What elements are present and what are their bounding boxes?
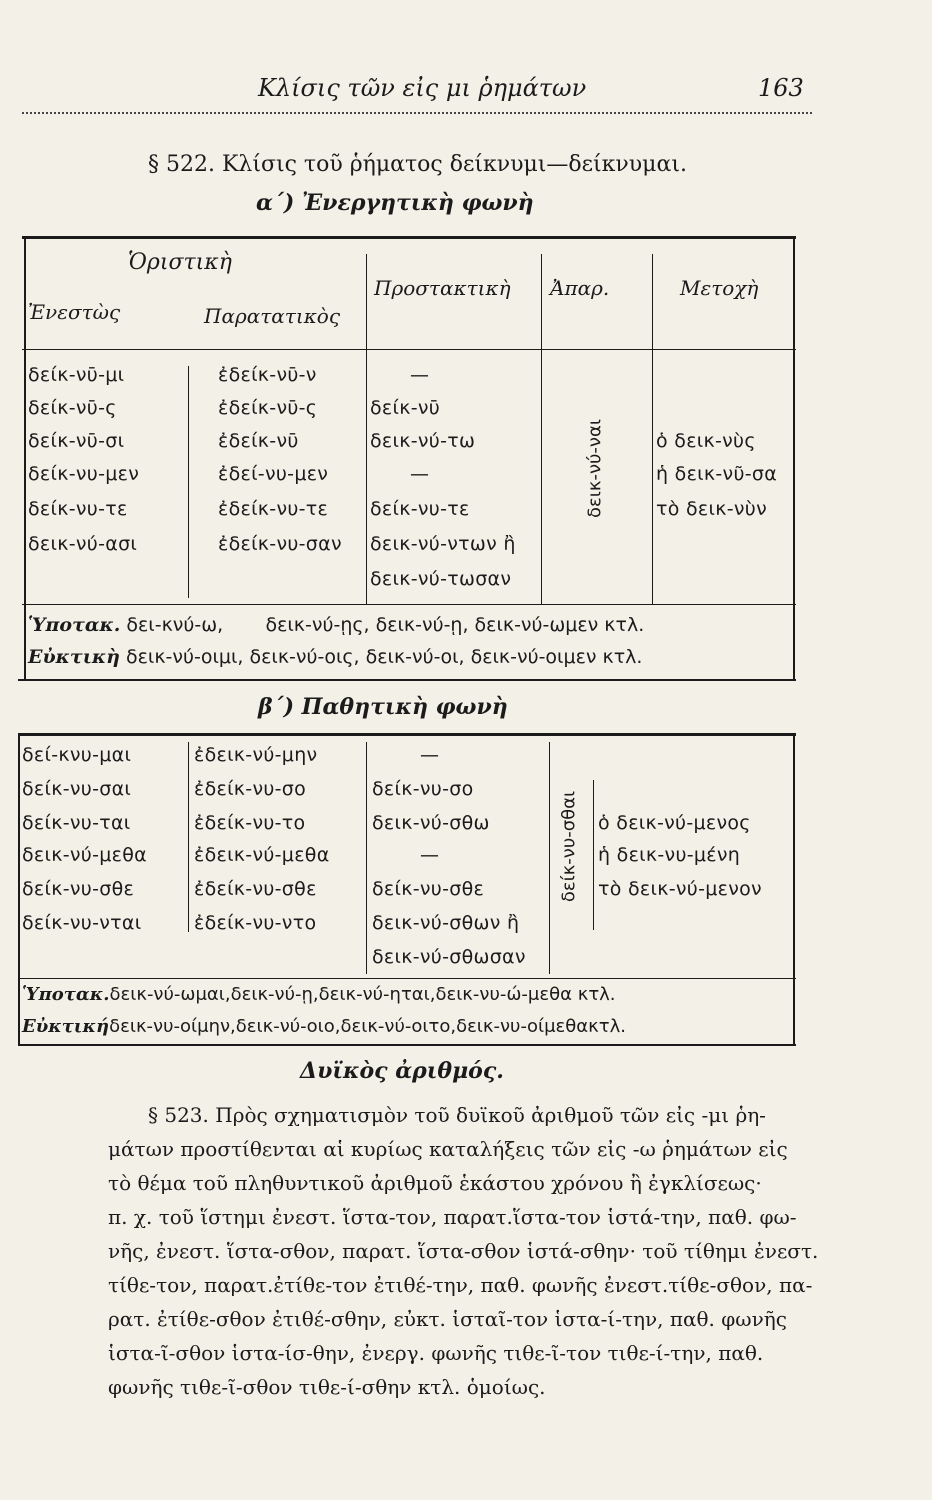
passive-imperative-4: — [420,844,440,866]
passive-present-4: δεικ-νύ-μεθα [22,844,147,866]
paragraph-line-5: νῆς, ἐνεστ. ἵστα-σθον, παρατ. ἵστα-σθον ἱστά-σθην· τοῦ τίθημι ἐνεστ. [108,1239,819,1263]
active-infinitive: δεικ-νύ-ναι [584,419,606,518]
active-participle-1: ὁ δεικ-νὺς [656,430,756,452]
active-subjunctive-row [28,614,644,636]
active-imperative-3: δεικ-νύ-τω [370,430,476,452]
passive-imperfect-5: ἐδείκ-νυ-σθε [194,878,317,900]
active-participle-3: τὸ δεικ-νὺν [656,498,768,520]
passive-subjunctive-forms: δεικ-νύ-ωμαι,δεικ-νύ-ῃ,δεικ-νύ-ηται,δεικ-νυ-ώ-μεθα κτλ. [109,984,616,1005]
active-imperative-2: δείκ-νῡ [370,397,441,419]
header-participle: Μετοχὴ [680,276,759,300]
active-present-5: δείκ-νυ-τε [28,498,128,520]
paragraph-line-8: ἱστα-ῖ-σθον ἱστα-ίσ-θην, ἐνεργ. φωνῆς τιθε-ῖ-τον τιθε-ί-την, παθ. [108,1341,764,1365]
passive-present-2: δείκ-νυ-σαι [22,778,132,800]
passive-imperative-5: δείκ-νυ-σθε [372,878,485,900]
section-heading: § 522. Κλίσις τοῦ ῥήματος δείκνυμι—δείκνυμαι. [148,152,687,177]
active-optative-forms: δεικ-νύ-οιμι, δεικ-νύ-οις, δεικ-νύ-οι, δεικ-νύ-οιμεν κτλ. [126,646,643,668]
passive-optative-label: Εὐκτική [22,1016,110,1037]
active-imperfect-3: ἐδείκ-νῡ [218,430,299,452]
passive-imperative-6: δεικ-νύ-σθων ἢ [372,912,520,934]
passive-present-1: δεί-κνυ-μαι [22,744,132,766]
paragraph-line-4: π. χ. τοῦ ἵστημι ἐνεστ. ἵστα-τον, παρατ.ἵστα-τον ἱστά-την, παθ. φω- [108,1205,797,1229]
passive-imperfect-2: ἐδείκ-νυ-σο [194,778,307,800]
passive-present-6: δείκ-νυ-νται [22,912,142,934]
active-imperative-7: δεικ-νύ-τωσαν [370,568,512,590]
active-imperative-5: δείκ-νυ-τε [370,498,470,520]
active-subjunctive-label: Ὑποτακ. [28,614,121,636]
header-infinitive: Ἀπαρ. [550,276,610,300]
active-imperfect-2: ἐδείκ-νῡ-ς [218,397,318,419]
passive-imperfect-3: ἐδείκ-νυ-το [194,812,306,834]
active-voice-title: α΄) Ἐνεργητικὴ φωνὴ [256,190,534,216]
paragraph-line-2: μάτων προστίθενται αἱ κυρίως καταλήξεις τῶν εἰς -ω ῥημάτων εἰς [108,1137,788,1161]
active-present-2: δείκ-νῡ-ς [28,397,117,419]
header-indicative: Ὁριστικὴ [128,250,232,275]
passive-optative-row [22,1016,626,1037]
paragraph-line-1: § 523. Πρὸς σχηματισμὸν τοῦ δυϊκοῦ ἀριθμοῦ τῶν εἰς -μι ῥη- [148,1103,766,1127]
active-subjunctive-forms: δει-κνύ-ω, δεικ-νύ-ῃς, δεικ-νύ-ῃ, δεικ-νύ-ωμεν κτλ. [126,614,645,636]
active-present-3: δείκ-νῡ-σι [28,430,125,452]
passive-optative-forms: δεικ-νυ-οίμην,δεικ-νύ-οιο,δεικ-νύ-οιτο,δεικ-νυ-οίμεθακτλ. [109,1016,626,1037]
active-optative-label: Εὐκτικὴ [28,646,120,668]
passive-imperative-1: — [420,744,440,766]
passive-voice-title: β΄) Παθητικὴ φωνὴ [258,694,508,720]
passive-imperfect-4: ἐδεικ-νύ-μεθα [194,844,330,866]
active-present-1: δείκ-νῡ-μι [28,364,125,386]
paragraph-line-3: τὸ θέμα τοῦ πληθυντικοῦ ἀριθμοῦ ἑκάστου χρόνου ἢ ἐγκλίσεως· [108,1171,762,1195]
active-imperative-6: δεικ-νύ-ντων ἢ [370,533,516,555]
header-imperfect: Παρατατικὸς [204,304,341,328]
passive-infinitive: δείκ-νυ-σθαι [558,790,580,903]
active-imperative-4: — [410,463,430,485]
passive-imperative-7: δεικ-νύ-σθωσαν [372,946,526,968]
page-number: 163 [758,74,804,102]
active-participle-2: ἡ δεικ-νῦ-σα [656,463,778,485]
dual-heading: Δυϊκὸς ἀριθμός. [300,1058,504,1084]
active-imperfect-1: ἐδείκ-νῡ-ν [218,364,317,386]
running-title: Κλίσις τῶν εἰς μι ῥημάτων [258,74,587,102]
passive-imperative-2: δείκ-νυ-σο [372,778,474,800]
active-present-6: δεικ-νύ-ασι [28,533,138,555]
active-optative-row [28,646,642,668]
active-imperfect-6: ἐδείκ-νυ-σαν [218,533,342,555]
passive-imperfect-1: ἐδεικ-νύ-μην [194,744,318,766]
passive-participle-1: ὁ δεικ-νύ-μενος [598,812,751,834]
section-523-paragraph [108,1098,819,1404]
paragraph-line-9: φωνῆς τιθε-ῖ-σθον τιθε-ί-σθην κτλ. ὁμοίως. [108,1375,546,1399]
passive-participle-3: τὸ δεικ-νύ-μενον [598,878,762,900]
passive-subjunctive-label: Ὑποτακ. [22,984,110,1005]
active-present-4: δείκ-νυ-μεν [28,463,140,485]
header-present: Ἐνεστὼς [28,300,121,324]
paragraph-line-6: τίθε-τον, παρατ.ἐτίθε-τον ἐτιθέ-την, παθ. φωνῆς ἐνεστ.τίθε-σθον, πα- [108,1273,813,1297]
header-rule [22,112,812,114]
passive-imperative-3: δεικ-νύ-σθω [372,812,490,834]
active-imperative-1: — [410,364,430,386]
passive-subjunctive-row [22,984,616,1005]
active-imperfect-5: ἐδείκ-νυ-τε [218,498,329,520]
paragraph-line-7: ρατ. ἐτίθε-σθον ἐτιθέ-σθην, εὐκτ. ἱσταῖ-τον ἱστα-ί-την, παθ. φωνῆς [108,1307,787,1331]
passive-present-3: δείκ-νυ-ται [22,812,131,834]
header-imperative: Προστακτικὴ [374,276,511,300]
active-imperfect-4: ἐδεί-νυ-μεν [218,463,329,485]
passive-participle-2: ἡ δεικ-νυ-μένη [598,844,741,866]
passive-imperfect-6: ἐδείκ-νυ-ντο [194,912,317,934]
passive-present-5: δείκ-νυ-σθε [22,878,135,900]
